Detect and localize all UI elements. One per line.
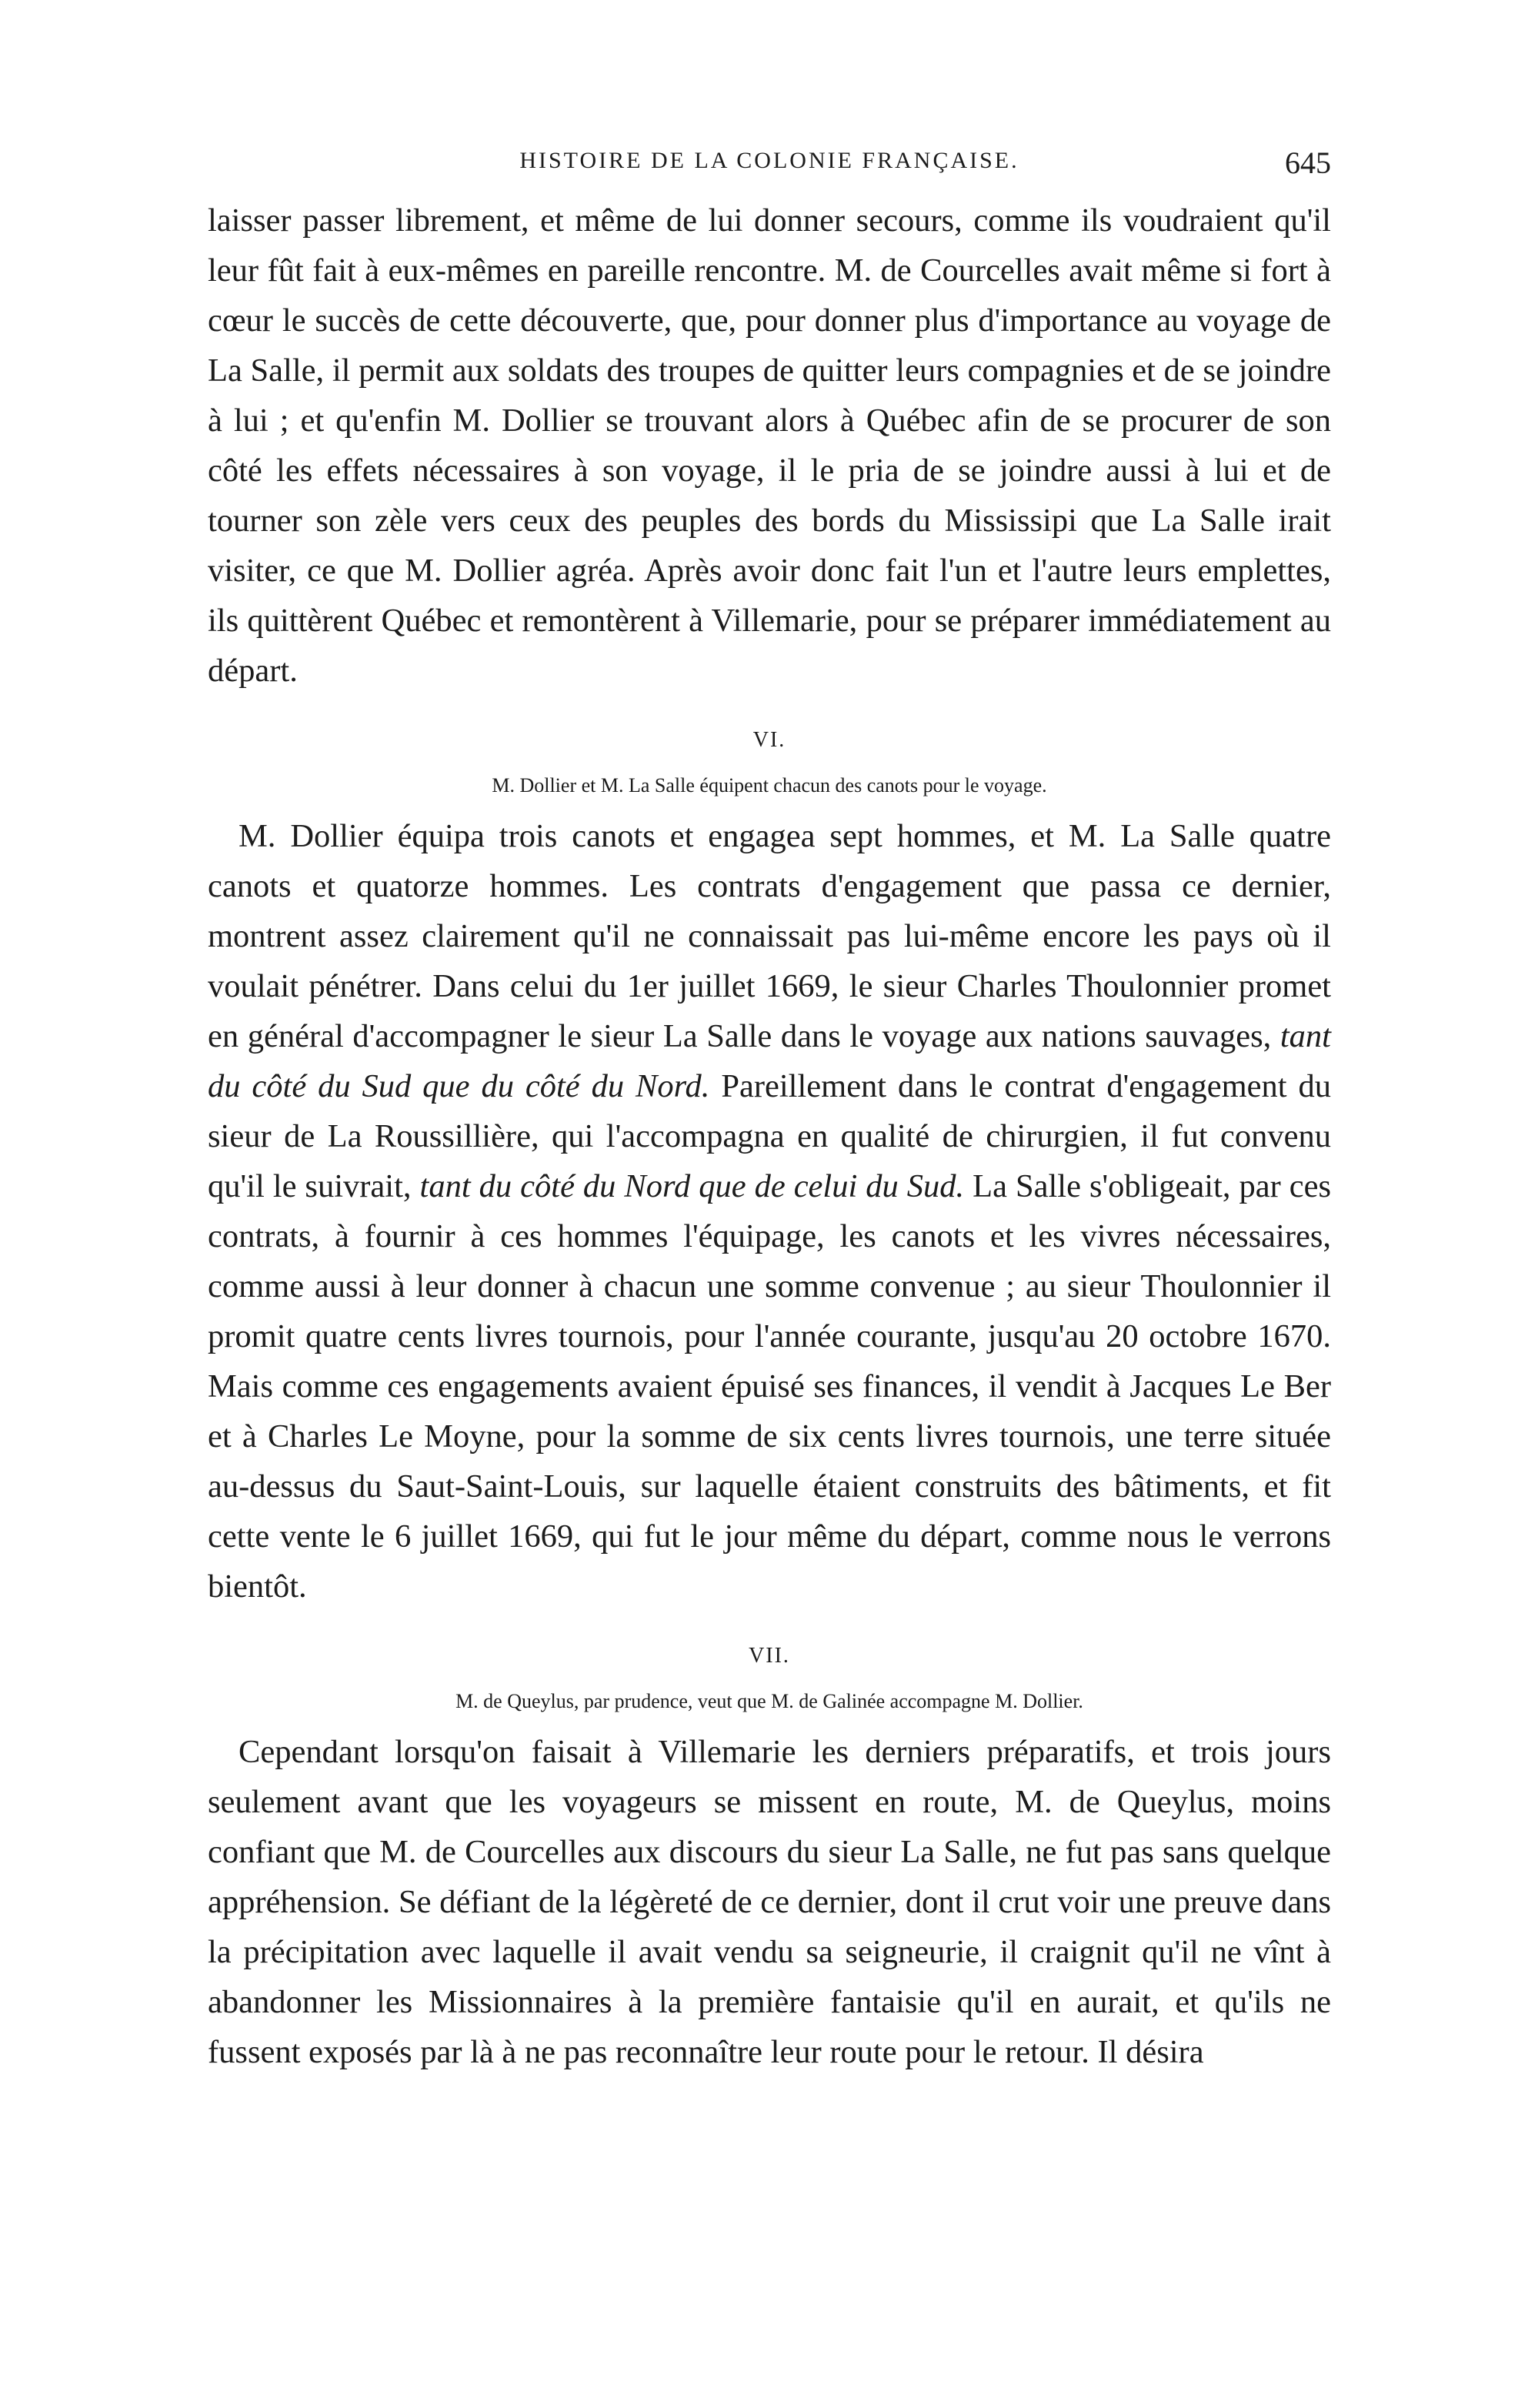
page-number: 645: [1285, 145, 1331, 180]
section-number-vi: VI.: [752, 728, 786, 752]
section-vi-text-3: La Salle s'obligeait, par ces contrats, à fournir à ces hommes l'équipage, les canots et les vivres nécessaires, comme aussi à leur donner à chacun une somme convenue ; au sieur Thoulonnier il promit quatre cents livres tournois, pour l'année courante, jusqu'au 20 octobre 1670. Mais comme ces engagements avaient épuisé ses finances, il vendit à Jacques Le Ber et à Charles Le Moyne, pour la somme de six cents livres tournois, une terre située au-dessus du Saut-Saint-Louis, sur laquelle étaient construits des bâtiments, et fit cette vente le 6 juillet 1669, qui fut le jour même du départ, comme nous le verrons bientôt.: [208, 1168, 1331, 1605]
book-page: [208, 115, 1331, 2347]
section-caption-vii: M. de Queylus, par prudence, veut que M. de Galinée accompagne M. Dollier.: [455, 1690, 1083, 1712]
section-number-vii: VII.: [749, 1644, 790, 1668]
running-header: [208, 115, 1331, 185]
section-vi-text-1: M. Dollier équipa trois canots et engagea sept hommes, et M. La Salle quatre canots et quatorze hommes. Les contrats d'engagement que passa ce dernier, montrent assez clairement qu'il ne connaissait pas lui-même encore les pays où il voulait pénétrer. Dans celui du 1er juillet 1669, le sieur Charles Thoulonnier promet en général d'accompagner le sieur La Salle dans le voyage aux nations sauvages,: [208, 818, 1331, 1054]
section-vi-text-2: Pareillement dans le contrat d'engagement du sieur de La Roussillière, qui l'accompagna en qualité de chirurgien, il fut convenu qu'il le suivrait,: [208, 1068, 1331, 1204]
section-vi-italic-1: tant du côté du Sud que du côté du Nord.: [208, 1018, 1331, 1104]
section-vi-italic-2: tant du côté du Nord que de celui du Sud.: [419, 1168, 965, 1204]
section-vii-paragraph: Cependant lorsqu'on faisait à Villemarie les derniers préparatifs, et trois jours seulement avant que les voyageurs se missent en route, M. de Queylus, moins confiant que M. de Courcelles aux discours du sieur La Salle, ne fut pas sans quelque appréhension. Se défiant de la légèreté de ce dernier, dont il crut voir une preuve dans la précipitation avec laquelle il avait vendu sa seigneurie, il craignit qu'il ne vînt à abandonner les Missionnaires à la première fantaisie qu'il en aurait, et qu'ils ne fussent exposés par là à ne pas reconnaître leur route pour le retour. Il désira: [208, 1734, 1331, 2070]
section-vi-paragraph: [208, 811, 1331, 1611]
paragraph-continuation: laisser passer librement, et même de lui donner secours, comme ils voudraient qu'il leur fût fait à eux-mêmes en pareille rencontre. M. de Courcelles avait même si fort à cœur le succès de cette découverte, que, pour donner plus d'importance au voyage de La Salle, il permit aux soldats des troupes de quitter leurs compagnies et de se joindre à lui ; et qu'enfin M. Dollier se trouvant alors à Québec afin de se procurer de son côté les effets nécessaires à son voyage, il le pria de se joindre aussi à lui et de tourner son zèle vers ceux des peuples des bords du Mississipi que La Salle irait visiter, ce que M. Dollier agréa. Après avoir donc fait l'un et l'autre leurs emplettes, ils quittèrent Québec et remontèrent à Villemarie, pour se préparer immédiatement au départ.: [208, 202, 1331, 689]
running-title: HISTOIRE DE LA COLONIE FRANÇAISE.: [519, 148, 1019, 173]
section-caption-vi: M. Dollier et M. La Salle équipent chacun des canots pour le voyage.: [492, 774, 1047, 797]
